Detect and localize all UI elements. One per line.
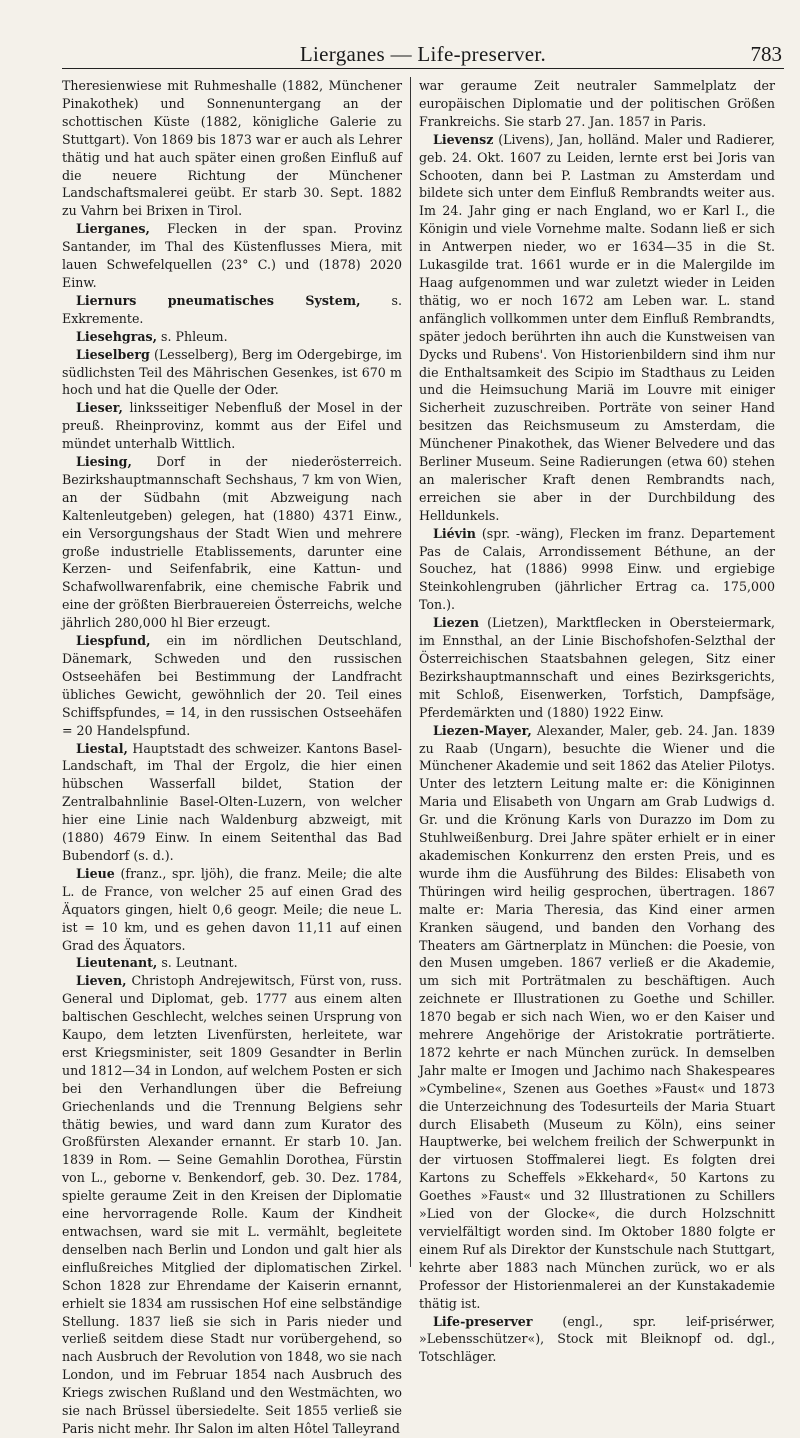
entry-text: s. Leutnant. <box>161 955 238 971</box>
entry-text: (engl., spr. leif-prisérwer, »Lebensschützer«), Stock mit Bleiknopf od. dgl., Totschläger. <box>419 1313 775 1365</box>
entry-text: (Lietzen), Marktflecken in Obersteiermark, im Ennsthal, an der Linie Bischofshofen-Selzthal der Österreichischen Staatsbahnen gelegen, Sitz einer Bezirkshauptmannschaft und eines Bezirksgerichts, mit Schloß, Eisenwerken, Torfstich, Dampfsäge, Pferdemärkten und (1880) 1922 Einw. <box>419 615 775 720</box>
left-column <box>62 77 402 1436</box>
dictionary-entry <box>62 954 402 972</box>
entry-text: war geraume Zeit neutraler Sammelplatz der europäischen Diplomatie und der politischen Größen Frankreichs. Sie starb 27. Jan. 1857 in Paris. <box>419 78 775 129</box>
entry-text: linksseitiger Nebenfluß der Mosel in der preuß. Rheinprovinz, kommt aus der Eifel und mündet unterhalb Wittlich. <box>62 400 402 452</box>
dictionary-entry <box>62 77 402 220</box>
entry-text: (Livens), Jan, holländ. Maler und Radierer, geb. 24. Okt. 1607 zu Leiden, lernte erst bei Joris van Schooten, dann bei P. Lastman zu Amsterdam und bildete sich unter dem Einfluß Rembrandts weiter aus. Im 24. Jahr ging er nach England, wo er Karl I., die Königin und viele Vornehme malte. Sodann ließ er sich in Antwerpen nieder, wo er 1634—35 in die St. Lukasgilde trat. 1661 wurde er in die Malergilde im Haag aufgenommen und war zuletzt wieder in Leiden thätig, wo er noch 1672 am Leben war. L. stand anfänglich vollkommen unter dem Einfluß Rembrandts, später jedoch berührten ihn auch die Kunstweisen van Dycks und Rubens'. Von Historienbildern sind ihm nur die Enthaltsamkeit des Scipio im Stadthaus zu Leiden und die Heimsuchung Mariä im Louvre mit einiger Sicherheit zuzuschreiben. Porträte von seiner Hand besitzen das Reichsmuseum zu Amsterdam, die Münchener Pinakothek, das Wiener Belvedere und das Berliner Museum. Seine Radierungen (etwa 60) stehen an malerischer Kraft denen Rembrandts nach, erreichen sie aber in der Durchbildung des Helldunkels. <box>419 131 775 523</box>
entry-headword: Lieutenant, <box>76 955 158 971</box>
entry-text: Alexander, Maler, geb. 24. Jan. 1839 zu Raab (Ungarn), besuchte die Wiener und die Münchener Akademie und seit 1862 das Atelier Pilotys. Unter des letztern Leitung malte er: die Königinnen Maria und Elisabeth von Ungarn am Grab Ludwigs d. Gr. und die Krönung Karls von Durazzo im Dom zu Stuhlweißenburg. Drei Jahre später erhielt er in einer akademischen Konkurrenz den ersten Preis, und es wurde ihm die Ausführung des Bildes: Elisabeth von Thüringen wird heilig gesprochen, übertragen. 1867 malte er: Maria Theresia, das Kind einer armen Kranken säugend, und banden den Vorhang des Theaters am Gärtnerplatz in München: die Poesie, von den Musen umgeben. 1867 verließ er die Akademie, um sich mit Porträtmalen zu beschäftigen. Auch zeichnete er Illustrationen zu Goethe und Schiller. 1870 begab er sich nach Wien, wo er den Kaiser und mehrere Angehörige der Aristokratie porträtierte. 1872 kehrte er nach München zurück. In demselben Jahr malte er Imogen und Jachimo nach Shakespeares »Cymbeline«, Szenen aus Goethes »Faust« und 1873 die Unterzeichnung des Todesurteils der Maria Stuart durch Elisabeth (Museum zu Köln), eins seiner Hauptwerke, bei welchem freilich der Schwerpunkt in der virtuosen Stoffmalerei liegt. Es folgten drei Kartons zu Scheffels »Ekkehard«, 50 Kartons zu Goethes »Faust« und 32 Illustrationen zu Schillers »Lied von der Glocke«, die durch Holzschnitt vervielfältigt worden sind. Im Oktober 1880 folgte er einem Ruf als Direktor der Kunstschule nach Stuttgart, kehrte aber 1883 nach München zurück, wo er als Professor der Historienmalerei an der Kunstakademie thätig ist. <box>419 722 775 1311</box>
entry-text: (spr. -wäng), Flecken im franz. Departement Pas de Calais, Arrondissement Béthune, an der Souchez, hat (1886) 9998 Einw. und ergiebige Steinkohlengruben (jährlicher Ertrag ca. 175,000 Ton.). <box>419 525 775 613</box>
entry-text: Flecken in der span. Provinz Santander, im Thal des Küstenflusses Miera, mit lauen Schwefelquellen (23° C.) und (1878) 2020 Einw. <box>62 221 402 290</box>
running-title: Lierganes — Life-preserver. <box>299 42 547 66</box>
entry-headword: Lierganes, <box>76 221 150 237</box>
dictionary-entry <box>62 346 402 400</box>
dictionary-entry <box>62 972 402 1438</box>
entry-headword: Lieven, <box>76 973 127 989</box>
dictionary-entry <box>62 328 402 346</box>
entry-headword: Life-preserver <box>433 1313 533 1329</box>
dictionary-entry <box>62 453 402 632</box>
dictionary-entry <box>419 131 775 525</box>
entry-text: s. Phleum. <box>161 328 228 344</box>
dictionary-entry <box>62 740 402 865</box>
entry-headword: Lieselberg <box>76 346 150 362</box>
entry-text: Christoph Andrejewitsch, Fürst von, russ. General und Diplomat, geb. 1777 aus einem alten baltischen Geschlecht, welches seinen Ursprung von Kaupo, dem letzten Livenfürsten, herleitete, war erst Kriegsminister, seit 1809 Gesandter in Berlin und 1812—34 in London, auf welchem Posten er sich bei den Verhandlungen über die Befreiung Griechenlands und die Trennung Belgiens sehr thätig bewies, und ward dann zum Kurator des Großfürsten Alexander ernannt. Er starb 10. Jan. 1839 in Rom. — Seine Gemahlin Dorothea, Fürstin von L., geborne v. Benkendorf, geb. 30. Dez. 1784, spielte geraume Zeit in den Kreisen der Diplomatie eine hervorragende Rolle. Kaum der Kindheit entwachsen, ward sie mit L. vermählt, begleitete denselben nach Berlin und London und galt hier als einflußreiches Mitglied der diplomatischen Zirkel. Schon 1828 zur Ehrendame der Kaiserin ernannt, erhielt sie 1834 am russischen Hof eine selbständige Stellung. 1837 ließ sie sich in Paris nieder und verließ seitdem diese Stadt nur vorübergehend, so nach Ausbruch der Revolution von 1848, wo sie nach London, und im Februar 1854 nach Ausbruch des Kriegs zwischen Rußland und den Westmächten, wo sie nach Brüssel übersiedelte. Seit 1855 verließ sie Paris nicht mehr. Ihr Salon im alten Hôtel Talleyrand <box>62 973 402 1436</box>
entry-text: Dorf in der niederösterreich. Bezirkshauptmannschaft Sechshaus, 7 km von Wien, an der Südbahn (mit Abzweigung nach Kaltenleutgeben) gelegen, hat (1880) 4371 Einw., ein Versorgungshaus der Stadt Wien und mehrere große industrielle Etablissements, darunter eine Kerzen- und Seifenfabrik, eine Kattun- und Schafwollwarenfabrik, eine chemische Fabrik und eine der größten Bierbrauereien Österreichs, welche jährlich 280,000 hl Bier erzeugt. <box>62 454 402 631</box>
dictionary-entry <box>62 632 402 739</box>
entry-text: Hauptstadt des schweizer. Kantons Basel-Landschaft, im Thal der Ergolz, die hier einen hübschen Wasserfall bildet, Station der Zentralbahnlinie Basel-Olten-Luzern, von welcher hier eine Linie nach Waldenburg abzweigt, mit (1880) 4679 Einw. In einem Seitenthal das Bad Bubendorf (s. d.). <box>62 740 402 863</box>
page-header <box>62 38 784 69</box>
entry-headword: Lieue <box>76 865 115 881</box>
entry-headword: Lievensz <box>433 131 494 147</box>
dictionary-entry <box>419 77 775 131</box>
entry-headword: Liesehgras, <box>76 328 157 344</box>
entry-headword: Liezen <box>433 615 479 631</box>
entry-headword: Liespfund, <box>76 633 151 649</box>
entry-headword: Liernurs pneumatisches System, <box>76 292 361 308</box>
entry-text: (Lesselberg), Berg im Odergebirge, im südlichsten Teil des Mährischen Gesenkes, ist 670 m hoch und hat die Quelle der Oder. <box>62 346 402 398</box>
entry-headword: Lieser, <box>76 400 123 416</box>
entry-headword: Liesing, <box>76 454 132 470</box>
dictionary-entry <box>62 220 402 292</box>
entry-text: ein im nördlichen Deutschland, Dänemark, Schweden und den russischen Ostseehäfen bei Bestimmung der Landfracht übliches Gewicht, gewöhnlich der 20. Teil eines Schiffspfundes, = 14, in den russischen Ostseehäfen = 20 Handelspfund. <box>62 633 402 738</box>
page-number: 783 <box>750 42 782 66</box>
dictionary-entry <box>419 722 775 1313</box>
entry-headword: Liestal, <box>76 740 128 756</box>
dictionary-entry <box>62 292 402 328</box>
dictionary-entry <box>419 525 775 615</box>
entry-headword: Liezen-Mayer, <box>433 722 532 738</box>
two-column-body <box>62 77 784 1436</box>
entry-text: Theresienwiese mit Ruhmeshalle (1882, Münchener Pinakothek) und Sonnenuntergang an der schottischen Küste (1882, königliche Galerie zu Stuttgart). Von 1869 bis 1873 war er auch als Lehrer thätig und hat auch später einen großen Einfluß auf die neuere Richtung der Münchener Landschaftsmalerei geübt. Er starb 30. Sept. 1882 zu Vahrn bei Brixen in Tirol. <box>62 78 402 219</box>
dictionary-entry <box>62 865 402 955</box>
dictionary-entry <box>62 399 402 453</box>
dictionary-entry <box>419 614 775 721</box>
entry-text: (franz., spr. ljöh), die franz. Meile; die alte L. de France, von welcher 25 auf einen Grad des Äquators gingen, hielt 0,6 geogr. Meile; die neue L. ist = 10 km, und es gehen davon 11,11 auf einen Grad des Äquators. <box>62 865 402 953</box>
entry-text: s. Exkremente. <box>62 292 402 326</box>
dictionary-entry <box>419 1313 775 1367</box>
entry-headword: Liévin <box>433 525 476 541</box>
right-column <box>411 77 775 1365</box>
